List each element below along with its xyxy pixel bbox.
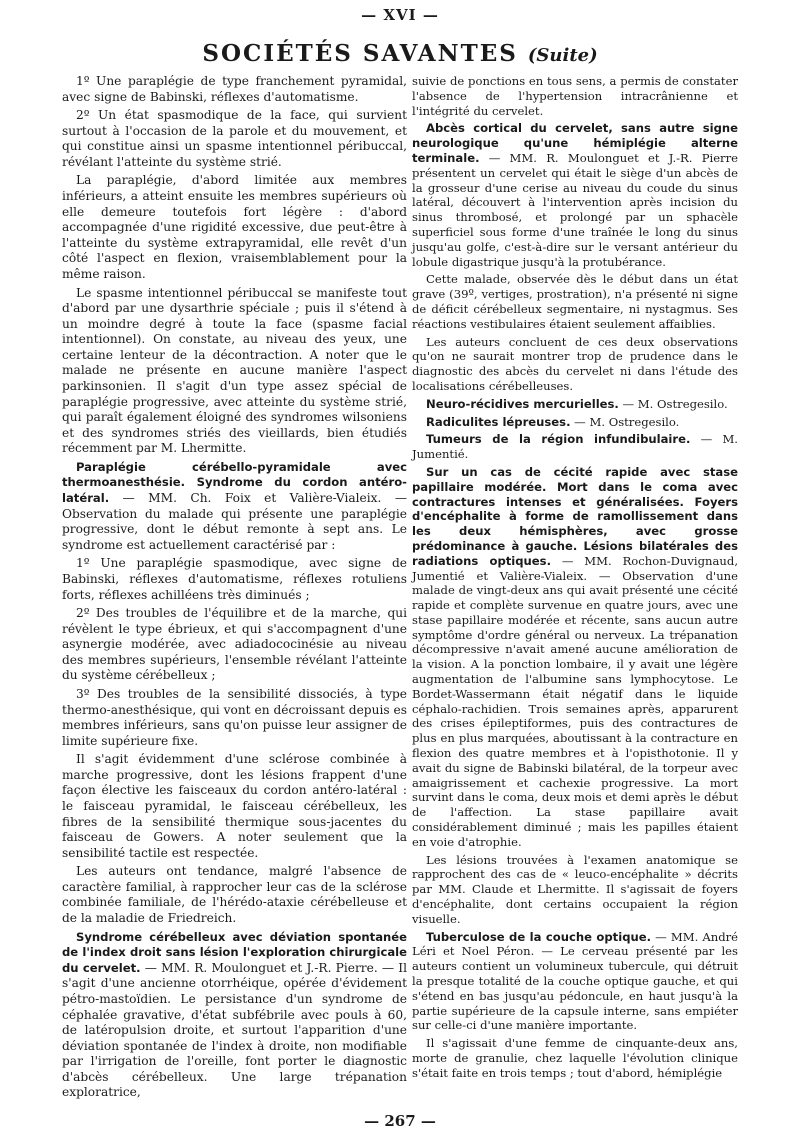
section-entry (412, 465, 738, 850)
section-title: Syndrome cérébelleux avec déviation spontanée de l'index droit sans lésion l'exploration chirurgicale du cervelet. (62, 929, 407, 975)
right-column (412, 74, 738, 1084)
section-authors: — MM. Rochon-Duvignaud, Jumentié et Valière-Vialeix. (412, 553, 738, 583)
section-text: présentent un cervelet qui était le siège d'un abcès de la grosseur d'une cerise au niveau du coude du sinus latéral, découvert à l'intervention après incision du sinus thrombosé, et prolongé par un sphacèle superficiel sous forme d'une traînée le long du sinus jusqu'au golfe, c'est-à-dire sur le versant antérieur du lobule digastrique jusqu'à la protubérance. (412, 165, 738, 269)
section-authors: — M. Ostregesilo. (574, 414, 680, 429)
page-header (0, 40, 800, 67)
section-entry (412, 415, 738, 430)
section-title: Radiculites lépreuses. (426, 414, 571, 429)
paragraph: 1º Une paraplégie de type franchement pyramidal, avec signe de Babinski, réflexes d'automatisme. (62, 74, 407, 104)
paragraph: Il s'agissait d'une femme de cinquante-deux ans, morte de granulie, chez laquelle l'évolution clinique s'était faite en trois temps ; tout d'abord, hémiplégie (412, 1036, 738, 1080)
paragraph: Les auteurs concluent de ces deux observations qu'on ne saurait montrer trop de prudence dans le diagnostic des abcès du cervelet ni dans l'étude des localisations cérébelleuses. (412, 334, 738, 393)
section-text: — Il s'agit d'une ancienne otorrhéique, opérée d'évidement pétro-mastoïdien. Le persistance d'un syndrome de céphalée gravative, d'état subfébrile avec pouls à 60, de latéropulsion droite, et surtout l'apparition d'une déviation spontanée de l'index à droite, non modifiable par l'irrigation de l'oreille, font porter le diagnostic d'abcès cérébelleux. Une large trépanation exploratrice, (62, 960, 408, 1100)
section-authors: — MM. Ch. Foix et Valière-Vialeix. (122, 491, 382, 506)
section-text: — Observation d'une malade de vingt-deux ans qui avait présenté une cécité rapide et complète survenue en quatre jours, avec une stase papillaire modérée et récente, sans aucun autre symptôme d'ordre général ou nerveux. La trépanation décompressive n'avait amené aucune amélioration de la vision. A la ponction lombaire, il y avait une légère augmentation de l'albumine sans lymphocytose. Le Bordet-Wassermann était négatif dans le liquide céphalo-rachidien. Trois semaines après, apparurent des crises épileptiformes, puis des contractures de plus en plus marquées, aboutissant à la contracture en flexion des quatre membres et à l'opisthotonie. Il y avait du signe de Babinski bilatéral, de la torpeur avec amaigrissement et cachexie progressive. La mort survint dans le coma, deux mois et demi après le début de l'affection. La stase papillaire avait considérablement diminué ; mais les papilles étaient en voie d'atrophie. (412, 568, 738, 849)
section-title: Tumeurs de la région infundibulaire. (426, 432, 691, 447)
section-title: Neuro-récidives mercurielles. (426, 396, 619, 411)
paragraph: La paraplégie, d'abord limitée aux membres inférieurs, a atteint ensuite les membres supérieurs où elle demeure toutefois fort légère : d'abord accompagnée d'une rigidité excessive, due peut-être à l'atteinte du système extrapyramidal, elle revêt d'un côté l'aspect en flexion, vraisemblablement pour la même raison. (62, 173, 407, 281)
paragraph: Les auteurs ont tendance, malgré l'absence de caractère familial, à rapprocher leur cas de la sclérose combinée familiale, de l'hérédo-ataxie cérébelleuse et de la maladie de Friedreich. (62, 864, 407, 926)
folio: — XVI — (361, 6, 439, 24)
section-authors: — M. Ostregesilo. (622, 396, 728, 411)
section-entry (412, 930, 738, 1034)
section-title: Paraplégie cérébello-pyramidale avec thermoanesthésie. Syndrome du cordon antéro-latéral. (62, 459, 407, 506)
header-title: SOCIÉTÉS SAVANTES (202, 40, 518, 67)
paragraph: Cette malade, observée dès le début dans un état grave (39º, vertiges, prostration), n'a présenté ni signe de déficit cérébelleux segmentaire, ni nystagmus. Ses réactions vestibulaires étaient seulement affaiblies. (412, 272, 738, 331)
section-entry (412, 121, 738, 269)
paragraph: suivie de ponctions en tous sens, a permis de constater l'absence de l'hypertension intracrânienne et l'intégrité du cervelet. (412, 74, 738, 118)
section-authors: — MM. R. Moulonguet et J.-R. Pierre. (144, 960, 378, 975)
page-number: — 267 — (364, 1112, 436, 1130)
section-entry (412, 432, 738, 462)
paragraph: Les lésions trouvées à l'examen anatomique se rapprochent des cas de « leuco-encéphalite » décrits par MM. Claude et Lhermitte. Il s'agissait de foyers d'encéphalite, dont certains occupaient la région visuelle. (412, 852, 738, 926)
paragraph: 2º Un état spasmodique de la face, qui survient surtout à l'occasion de la parole et du mouvement, et qui constitue ainsi un spasme intentionnel péribuccal, révélant l'atteinte du système strié. (62, 108, 407, 169)
section-entry (62, 930, 407, 1101)
paragraph: Le spasme intentionnel péribuccal se manifeste tout d'abord par une dysarthrie spéciale ; puis il s'étend à un moindre degré à toute la face (spasme facial intentionnel). On constate, au niveau des yeux, une certaine lenteur de la décontraction. A noter que le malade ne présente en aucune manière l'aspect parkinsonien. Il s'agit d'un type assez spécial de paraplégie progressive, avec atteinte du système strié, qui paraît également éloigné des syndromes wilsoniens et des syndromes striés des vieillards, bien étudiés récemment par M. Lhermitte. (62, 285, 407, 456)
section-title: Abcès cortical du cervelet, sans autre signe neurologique qu'une hémiplégie alterne terminale. (412, 121, 738, 165)
left-column (62, 74, 407, 1104)
paragraph: 1º Une paraplégie spasmodique, avec signe de Babinski, réflexes d'automatisme, réflexes rotuliens forts, réflexes achilléens très diminués ; (62, 556, 407, 602)
section-title: Sur un cas de cécité rapide avec stase papillaire modérée. Mort dans le coma avec contractures intenses et généralisées. Foyers d'encéphalite à forme de ramollissement dans les deux hémisphères, avec grosse prédominance à gauche. Lésions bilatérales des radiations optiques. (412, 464, 738, 568)
section-authors: — M. Jumentié. (412, 432, 738, 462)
section-text: — Observation du malade qui présente une paraplégie progressive, dont le début remonte à sept ans. Le syndrome est actuellement caractérisé par : (62, 491, 408, 552)
section-authors: — MM. R. Moulonguet et J.-R. Pierre (488, 150, 739, 165)
paragraph: Il s'agit évidemment d'une sclérose combinée à marche progressive, dont les lésions frappent d'une façon élective les faisceaux du cordon antéro-latéral : le faisceau pyramidal, le faisceau cérébelleux, les fibres de la sensibilité thermique sous-jacentes du faisceau de Gowers. A noter seulement que la sensibilité tactile est respectée. (62, 752, 407, 860)
section-entry (412, 397, 738, 412)
section-title: Tuberculose de la couche optique. (426, 929, 652, 944)
section-text: — Le cerveau présenté par les auteurs contient un volumineux tubercule, qui détruit la presque totalité de la couche optique gauche, et qui s'étend en bas jusqu'au pédoncule, en haut jusqu'à la partie supérieure de la capsule interne, sans empiéter sur celle-ci d'une manière importante. (412, 944, 738, 1033)
section-entry (62, 460, 407, 553)
section-authors: — MM. André Léri et Noel Péron. (412, 929, 739, 959)
paragraph: 3º Des troubles de la sensibilité dissociés, à type thermo-anesthésique, qui vont en décroissant depuis es membres inférieurs, sans qu'on puisse leur assigner de limite supérieure fixe. (62, 686, 407, 748)
paragraph: 2º Des troubles de l'équilibre et de la marche, qui révèlent le type ébrieux, et qui s'accompagnent d'une asynergie modérée, avec adiadococinésie au niveau des membres supérieurs, l'ensemble révélant l'atteinte du système cérébelleux ; (62, 606, 407, 683)
header-suite: (Suite) (527, 45, 598, 66)
